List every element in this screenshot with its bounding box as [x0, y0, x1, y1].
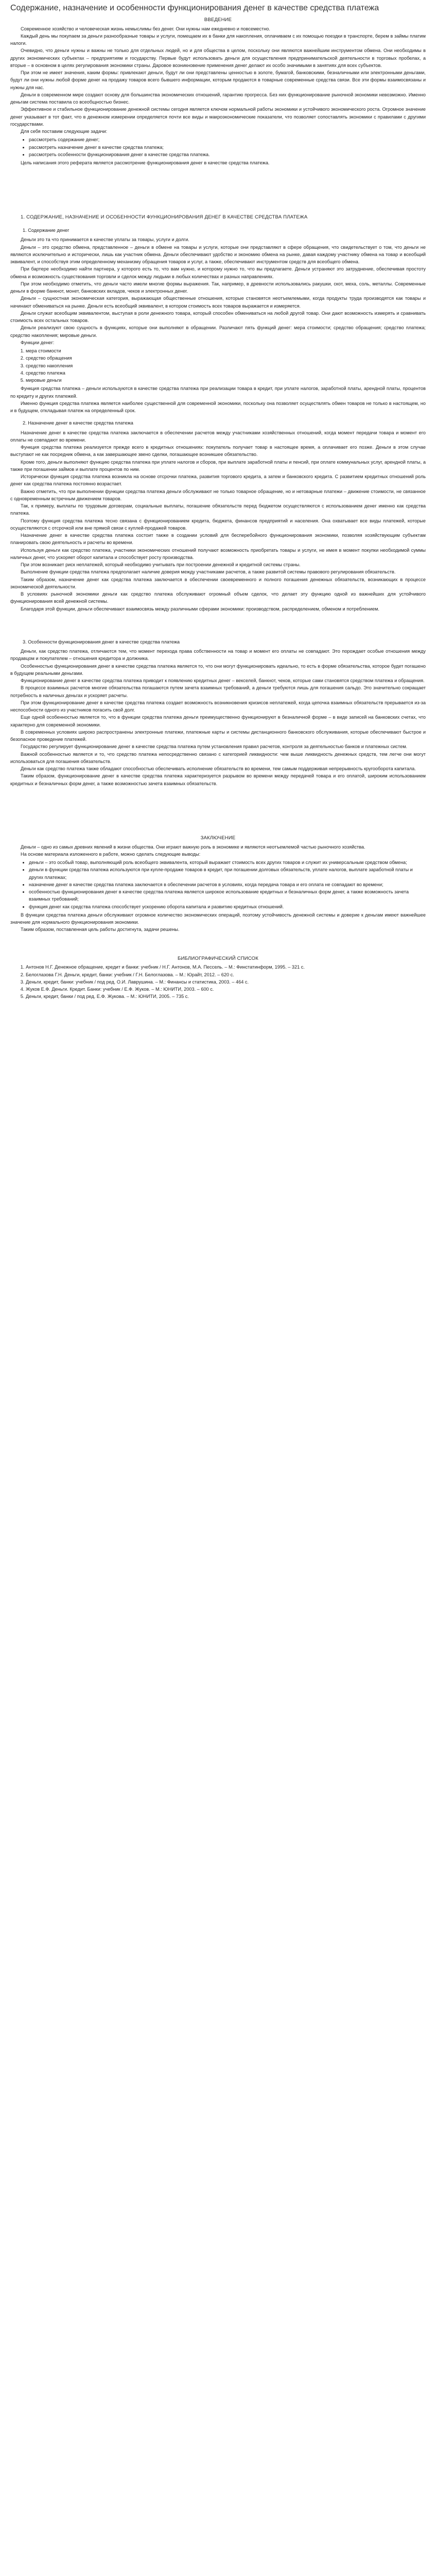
section-heading: 2. Назначение денег в качестве средства платежа: [23, 420, 133, 426]
paragraph: При этом функционирование денег в качестве средства платежа создает возможность возникновения кризисов неплатежей, когда цепочка взаимных обязательств прерывается из-за неспособности одного из участников погасить свой долг.: [10, 700, 426, 713]
list-item: • рассмотреть назначение денег в качестве средства платежа;: [29, 144, 426, 151]
paragraph: Деньги – сущностная экономическая категория, выражающая общественные отношения, которые становятся неотъемлемыми, когда продукты труда производятся как товары и начинают обмениваться на рынке. Деньги есть всеобщий эквивалент, в котором стоимость всех товаров выражается и измеряется.: [10, 296, 426, 309]
list-item: • рассмотреть содержание денег;: [29, 136, 426, 143]
document-title: Содержание, назначение и особенности функционирования денег в качестве средства платежа: [10, 4, 379, 12]
intro-paragraph: При этом не имеет значения, каким формы: привлекают деньги, будут ли они представлены ценностью в золоте, бумагой, банковскими, безналичными или электронными деньгами, будут ли они нужны любой форме денег на продажу товаров всего бывшего информации, которым продаются в товарные современные средства связи. Все эти формы взаимосвязаны и нужны для нас.: [10, 70, 426, 90]
paragraph: В современных условиях широко распространены электронные платежи, платежные карты и системы дистанционного банковского обслуживания, которые обеспечивают быстрое и безопасное проведение платежей.: [10, 729, 426, 742]
references-list: [10, 963, 426, 1000]
paragraph: Деньги это та что принимается в качестве уплаты за товары, услуги и долги.: [21, 237, 189, 243]
paragraph: Именно функция средства платежа является наиболее существенной для современной экономики, поскольку она позволяет осуществлять обмен товаров не только в настоящем, но и в будущем, откладывая платеж на определенный срок.: [10, 400, 426, 414]
intro-paragraph: Каждый день мы покупаем за деньги разнообразные товары и услуги, помещаем их в банки для накопления, оплачиваем с их помощью поездки в транспорте, берем в займы платим налоги.: [10, 33, 426, 46]
list-item: 5. мировые деньги: [26, 377, 426, 384]
list-item: • функция денег как средства платежа способствует ускорению оборота капитала и развитию кредитных отношений.: [29, 903, 426, 910]
list-item: 2. средство обращения: [26, 354, 426, 362]
list-item: 3. средство накопления: [26, 362, 426, 369]
paragraph: При этом возникает риск неплатежей, который необходимо учитывать при построении денежной и кредитной системы страны.: [21, 562, 301, 568]
section-1-body: [10, 236, 426, 414]
paragraph: В условиях рыночной экономики деньги как средство платежа обслуживают огромный объем сделок, что делает эту функцию одной из важнейших для устойчивого функционирования всей денежной системы.: [10, 591, 426, 604]
paragraph: При этом необходимо отметить, что деньги часто имели многие формы выражения. Так, например, в древности использовались ракушки, скот, меха, соль, металлы. Современные деньги в форме банкнот, монет, банковских вкладов, чеков и электронных денег.: [10, 281, 426, 294]
paragraph: Функция средства платежа – деньги используются в качестве средства платежа при реализации товара в кредит, при уплате налогов, заработной платы, арендной платы, процентов по кредиту и других платежей.: [10, 386, 426, 399]
reference-item: 2. Белоглазова Г.Н. Деньги, кредит, банки: учебник / Г.Н. Белоглазова. – М.: Юрайт, 2012. – 620 с.: [26, 971, 426, 978]
paragraph: Еще одной особенностью является то, что в функции средства платежа деньги преимущественно функционируют в безналичной форме – в виде записей на банковских счетах, что характерно для современной экономики.: [10, 715, 426, 727]
paragraph: Особенностью функционирования денег в качестве средства платежа является то, что они могут функционировать идеально, то есть в форме обязательства, которое будет погашено в будущем реальными деньгами.: [10, 663, 426, 676]
intro-heading: ВВЕДЕНИЕ: [204, 17, 232, 23]
paragraph: Назначение денег в качестве средства платежа состоит также в создании условий для бесперебойного функционирования экономики, позволяя хозяйствующим субъектам планировать свою деятельность и расчеты во времени.: [10, 533, 426, 546]
paragraph: Кроме того, деньги выполняют функцию средства платежа при уплате налогов и сборов, при выплате заработной платы и пенсий, при оплате коммунальных услуг, арендной платы, а также при погашении займов и выплате процентов по ним.: [10, 459, 426, 472]
paragraph: Так, к примеру, выплаты по трудовым договорам, социальные выплаты, погашение обязательств перед бюджетом осуществляются с использованием денег именно как средства платежа.: [10, 503, 426, 516]
paragraph: Таким образом, поставленная цель работы достигнута, задачи решены.: [21, 927, 180, 933]
paragraph: Деньги – это средство обмена, представленное – деньги в обмене на товары и услуги, которые они представляют в сфере обращения, что свидетельствует о том, что деньги не являются исключительно и исторически, лишь как участник обмена. Деньги обеспечивают удобство и экономию обмена на рынке, давая каждому участнику обмена на товар и всеобщий эквивалент, и способствуя этим определенному механизму обращения товаров и услуг, а также, обеспечивают инструментом средств для всеобщего обмена.: [10, 244, 426, 265]
section-heading: 3. Особенности функционирования денег в качестве средства платежа: [23, 639, 180, 645]
paragraph: Выполнение функции средства платежа предполагает наличие доверия между участниками расчетов, а также развитой системы правового регулирования обязательств.: [21, 569, 396, 575]
paragraph: Функция средства платежа реализуется прежде всего в кредитных отношениях: покупатель получает товар в настоящее время, а оплачивает его позже. Деньги в этом случае выступают не как посредник обмена, а как завершающее звено сделки, погашающее возникшее обязательство.: [10, 445, 426, 457]
paragraph: Таким образом, назначение денег как средства платежа заключается в обеспечении своевременного и полного погашения денежных обязательств, возникающих в процессе экономической деятельности.: [10, 577, 426, 589]
chapter-heading: 1. СОДЕРЖАНИЕ, НАЗНАЧЕНИЕ И ОСОБЕННОСТИ ФУНКЦИОНИРОВАНИЯ ДЕНЕГ В КАЧЕСТВЕ СРЕДСТВА ПЛАТЕЖА: [21, 214, 308, 221]
list-item: • деньги в функции средства платежа используются при купле-продаже товаров в кредит, при погашении долговых обязательств, уплате налогов, выплате заработной платы и других платежах;: [29, 866, 426, 881]
list-item: • особенностью функционирования денег в качестве средства платежа является широкое использование кредитных и безналичных форм денег, а также возможность зачета взаимных требований;: [29, 888, 426, 903]
functions-list: [10, 347, 426, 384]
paragraph: Государство регулирует функционирование денег в качестве средства платежа путем установления правил расчетов, контроля за деятельностью банков и платежных систем.: [21, 744, 408, 750]
intro-body: [10, 25, 426, 167]
reference-item: 4. Жуков Е.Ф. Деньги. Кредит. Банки: учебник / Е.Ф. Жуков. – М.: ЮНИТИ, 2003. – 600 с.: [26, 986, 426, 993]
paragraph: Назначение денег в качестве средства платежа заключается в обеспечении расчетов между участниками хозяйственных отношений, когда момент передачи товара и момент его оплаты не совпадают во времени.: [10, 430, 426, 443]
intro-paragraph: Эффективное и стабильное функционирование денежной системы сегодня является ключом нормальной работы экономики и устойчивого экономического роста. Огромное значение денег указывает в тот факт, что в денежном измерении определяется почти все виды и макроэкономические показатели, что позволяет сопоставлять экономики с правилами с другими государствами.: [10, 107, 426, 127]
intro-paragraph: Для себя поставим следующие задачи:: [21, 129, 108, 134]
references-heading: БИБЛИОГРАФИЧЕСКИЙ СПИСОК: [178, 955, 258, 961]
paragraph: Деньги реализуют свою сущность в функциях, которые они выполняют в обращении. Различают пять функций денег: мера стоимости; средство обращения; средство платежа; средство накопления; мировые деньги.: [10, 325, 426, 338]
conclusion-body: [10, 843, 426, 934]
paragraph: Деньги как средство платежа также обладают способностью обеспечивать исполнение обязательств во времени, тем самым поддерживая непрерывность кругооборота капитала.: [21, 766, 416, 772]
section-2-body: [10, 429, 426, 613]
paragraph: Деньги – одно из самых древних явлений в жизни общества. Они играют важную роль в экономике и являются неотъемлемой частью рыночного хозяйства.: [21, 844, 365, 850]
conclusion-heading: ЗАКЛЮЧЕНИЕ: [200, 835, 236, 841]
paragraph: Благодаря этой функции, деньги обеспечивают взаимосвязь между различными сферами экономики: производством, распределением, обменом и потреблением.: [21, 606, 379, 612]
paragraph: На основе материала изложенного в работе, можно сделать следующие выводы:: [21, 851, 201, 857]
paragraph: Поэтому функция средства платежа тесно связана с функционированием кредита, бюджета, финансов предприятий и населения. Она охватывает все виды платежей, которые осуществляются с отсрочкой или вне прямой связи с куплей-продажей товаров.: [10, 518, 426, 531]
functions-intro: Функции денег:: [21, 340, 55, 345]
paragraph: Деньги служат всеобщим эквивалентом, выступая в роли денежного товара, который способен обмениваться на любой другой товар. Они дают возможность измерять и сравнивать стоимость всех остальных товаров.: [10, 310, 426, 324]
paragraph: Важно отметить, что при выполнении функции средства платежа деньги обслуживают не только товарное обращение, но и нетоварные платежи – движение стоимости, не связанное с одновременным встречным движением товаров.: [10, 488, 426, 501]
list-item: 1. мера стоимости: [26, 347, 426, 354]
section-heading: 1. Содержание денег: [23, 228, 69, 233]
paragraph: Деньги, как средство платежа, отличаются тем, что момент перехода права собственности на товар и момент его оплаты не совпадают. Это порождает особые отношения между продавцом и покупателем – отношения кредитора и должника.: [10, 649, 426, 662]
list-item: • рассмотреть особенности функционирования денег в качестве средства платежа.: [29, 151, 426, 158]
section-3-body: [10, 648, 426, 787]
intro-paragraph: Очевидно, что деньги нужны и важны не только для отдельных людей, но и для общества в целом, поскольку они являются важнейшим инструментом обмена. Они необходимы в других экономических субъектах – предприятиям и государству. Первые будут использовать деньги для осуществления предпринимательской деятельности в торговых пробелах, а вторые – в основном в целях регулирования экономики страны. Даровое возникновение применения денег делают их особо значимыми в занятиях для всех субъектов.: [10, 48, 426, 68]
list-item: • деньги – это особый товар, выполняющий роль всеобщего эквивалента, который выражает стоимость всех других товаров и служит их универсальным средством обмена;: [29, 859, 426, 866]
paragraph: Исторически функция средства платежа возникла на основе отсрочки платежа, развития торгового кредита, а затем и банковского кредита. С развитием кредитных отношений роль денег как средства платежа постоянно возрастает.: [10, 474, 426, 487]
paragraph: Важной особенностью является и то, что средство платежа непосредственно связано с категорией ликвидности: чем выше ликвидность денежных средств, тем легче они могут использоваться для погашения обязательств.: [10, 751, 426, 764]
intro-goal: Цель написания этого реферата является рассмотрение функционирования денег в качестве средства платежа.: [21, 160, 270, 166]
paragraph: В процессе взаимных расчетов многие обязательства погашаются путем зачета взаимных требований, а деньги требуются лишь для погашения сальдо. Это значительно сокращает потребность в наличных деньгах и ускоряет расчеты.: [10, 685, 426, 698]
paragraph: В функции средства платежа деньги обслуживают огромное количество экономических операций, поэтому устойчивость денежной системы и доверие к деньгам имеют важнейшее значение для нормального функционирования экономики.: [10, 912, 426, 925]
paragraph: Используя деньги как средство платежа, участники экономических отношений получают возможность приобретать товары и услуги, не имея в момент покупки необходимой суммы наличных денег, что ускоряет оборот капитала и способствует росту производства.: [10, 547, 426, 560]
paragraph: При бартере необходимо найти партнера, у которого есть то, что вам нужно, и которому нужно то, что вы предлагаете. Деньги устраняют это затруднение, обеспечивая простоту обмена и возможность существования торговли и сделок между людьми в любых количествах и разных направлениях.: [10, 266, 426, 279]
reference-item: 1. Антонов Н.Г. Денежное обращение, кредит и банки: учебник / Н.Г. Антонов, М.А. Пессель. – М.: Финстатинформ, 1995. – 321 с.: [26, 963, 426, 971]
list-item: 4. средство платежа: [26, 369, 426, 377]
paragraph: Таким образом, функционирование денег в качестве средства платежа характеризуется разрывом во времени между передачей товара и его оплатой, широким использованием кредитных и безналичных форм денег, а также возможностью зачета взаимных обязательств.: [10, 773, 426, 786]
list-item: • назначение денег в качестве средства платежа заключается в обеспечении расчетов в условиях, когда передача товара и его оплата не совпадают во времени;: [29, 881, 426, 888]
intro-task-list: [10, 136, 426, 158]
intro-paragraph: Современное хозяйство и человеческая жизнь немыслимы без денег. Они нужны нам ежедневно и повсеместно.: [21, 26, 270, 31]
paragraph: Функционирование денег в качестве средства платежа приводит к появлению кредитных денег – векселей, банкнот, чеков, которые сами становятся средством платежа и обращения.: [21, 678, 425, 684]
reference-item: 3. Деньги, кредит, банки: учебник / под ред. О.И. Лаврушина. – М.: Финансы и статистика, 2003. – 464 с.: [26, 978, 426, 986]
reference-item: 5. Деньги, кредит, банки / под ред. Е.Ф. Жукова. – М.: ЮНИТИ, 2005. – 735 с.: [26, 993, 426, 1000]
conclusion-list: [10, 859, 426, 910]
intro-paragraph: Деньги в современном мире создают основу для большинства экономических отношений, гарантию прогресса. Без них функционирование рыночной экономики невозможно. Именно деньгам система поставила со всеобщностью бизнес.: [10, 92, 426, 105]
